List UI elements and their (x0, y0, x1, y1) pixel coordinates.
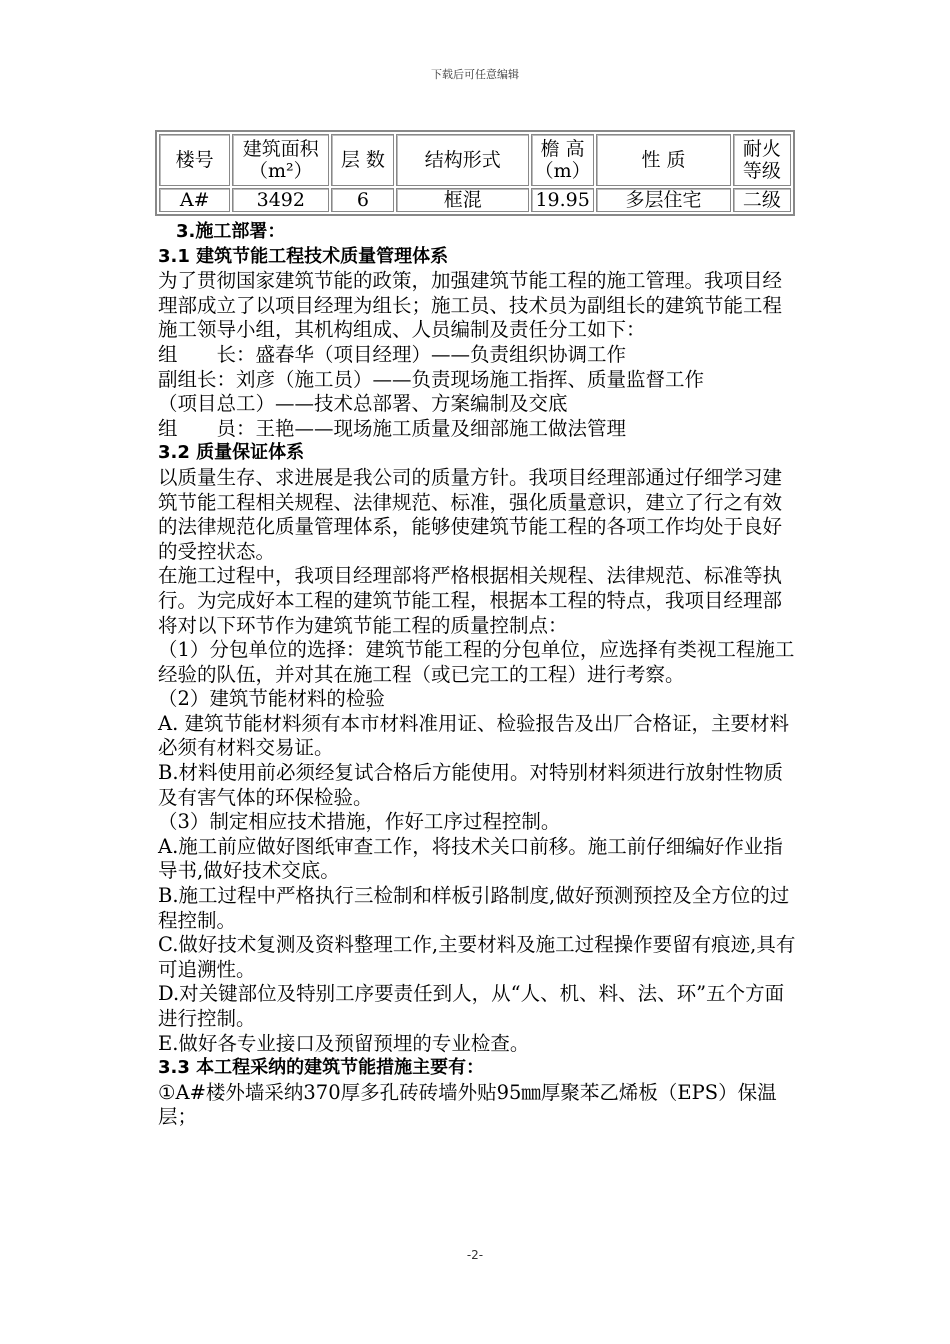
paragraph: A. 建筑节能材料须有本市材料准用证、检验报告及出厂合格证，主要材料必须有材料交易证。 (158, 711, 789, 760)
paragraph: ①A#楼外墙采纳370厚多孔砖砖墙外贴95㎜厚聚苯乙烯板（EPS）保温层； (158, 1080, 777, 1129)
paragraph: D.对关键部位及特别工序要责任到人，从“人、机、料、法、环”五个方面进行控制。 (158, 982, 785, 1030)
table-header-cell: 檐 高（m） (531, 134, 594, 186)
table-header-cell: 结构形式 (396, 134, 529, 186)
paragraph: B.施工过程中严格执行三检制和样板引路制度,做好预测预控及全方位的过程控制。 (158, 884, 790, 932)
building-spec-table (155, 130, 795, 216)
building-spec-table-wrap (155, 130, 795, 216)
paragraph: 副组长：刘彦（施工员）——负责现场施工指挥、质量监督工作 (158, 367, 705, 391)
paragraph: C.做好技术复测及资料整理工作,主要材料及施工过程操作要留有痕迹,具有可追溯性。 (158, 933, 796, 981)
table-cell: 多层住宅 (596, 188, 731, 212)
table-row (159, 188, 791, 212)
table-cell: 19.95 (531, 188, 594, 212)
table-cell: 二级 (733, 188, 791, 212)
paragraph: （3）制定相应技术措施，作好工序过程控制。 (158, 810, 561, 834)
table-cell: 框混 (396, 188, 529, 212)
paragraph: E.做好各专业接口及预留预埋的专业检查。 (158, 1031, 530, 1055)
paragraph: 组 长：盛春华（项目经理）——负责组织协调工作 (158, 342, 627, 366)
table-cell: 3492 (232, 188, 329, 212)
table-cell: 6 (331, 188, 394, 212)
paragraph: （项目总工）——技术总部署、方案编制及交底 (158, 392, 568, 416)
subsection-heading: 3.1 建筑节能工程技术质量管理体系 (158, 245, 449, 267)
table-header-cell: 楼号 (159, 134, 230, 186)
page-number: -2- (466, 1248, 484, 1262)
document-body (158, 220, 798, 1130)
subsection-heading: 3.3 本工程采纳的建筑节能措施主要有： (158, 1057, 485, 1079)
paragraph: （1）分包单位的选择：建筑节能工程的分包单位，应选择有类视工程施工经验的队伍，并对其在施工程（或已完工的工程）进行考察。 (158, 638, 795, 686)
subsection-heading: 3.2 质量保证体系 (158, 442, 305, 464)
paragraph: 为了贯彻国家建筑节能的政策，加强建筑节能工程的施工管理。我项目经理部成立了以项目经理为组长；施工员、技术员为副组长的建筑节能工程施工领导小组，其机构组成、人员编制及责任分工如下： (158, 269, 783, 342)
paragraph: （2）建筑节能材料的检验 (158, 687, 385, 711)
paragraph: 在施工过程中，我项目经理部将严格根据相关规程、法律规范、标准等执行。为完成好本工程的建筑节能工程，根据本工程的特点，我项目经理部将对以下环节作为建筑节能工程的质量控制点： (158, 564, 783, 637)
table-header-cell: 耐火等级 (733, 134, 791, 186)
table-header-cell: 层 数 (331, 134, 394, 186)
section-heading: 3.施工部署： (176, 221, 286, 242)
table-header-cell: 建筑面积（m²） (232, 134, 329, 186)
paragraph: B.材料使用前必须经复试合格后方能使用。对特别材料须进行放射性物质及有害气体的环保检验。 (158, 761, 784, 809)
paragraph: A.施工前应做好图纸审查工作，将技术关口前移。施工前仔细编好作业指导书,做好技术交底。 (158, 834, 783, 883)
table-header-row (159, 134, 791, 186)
table-cell: A# (159, 188, 230, 212)
page-header: 下载后可任意编辑 (431, 68, 519, 81)
table-header-cell: 性 质 (596, 134, 731, 186)
paragraph: 以质量生存、求进展是我公司的质量方针。我项目经理部通过仔细学习建筑节能工程相关规程、法律规范、标准，强化质量意识，建立了行之有效的法律规范化质量管理体系，能够使建筑节能工程的各项工作均处于良好的受控状态。 (158, 465, 783, 563)
paragraph: 组 员：王艳——现场施工质量及细部施工做法管理 (158, 416, 627, 440)
